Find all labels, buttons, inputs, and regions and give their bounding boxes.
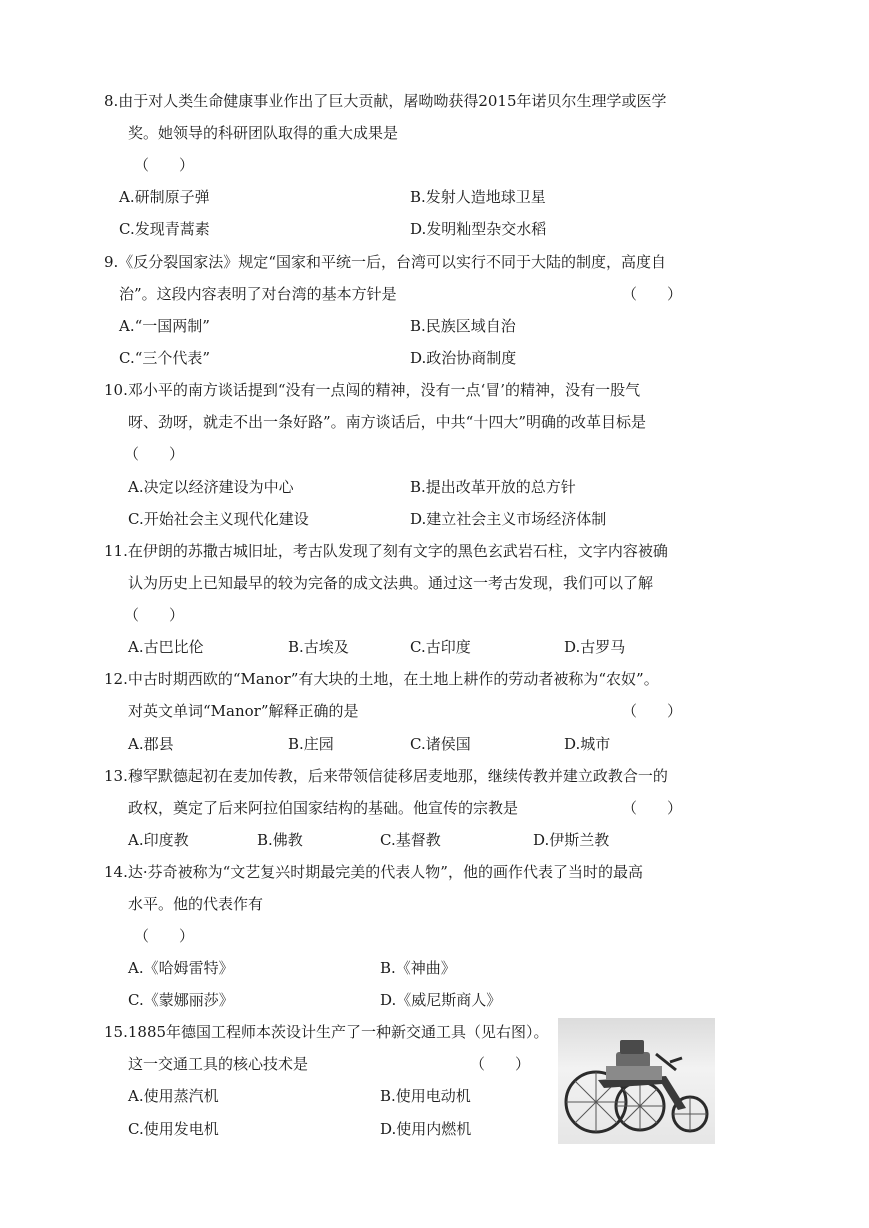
q15-option-d[interactable]: D.使用内燃机 <box>380 1120 472 1138</box>
q11-option-a[interactable]: A.古巴比伦 <box>128 638 204 656</box>
q15-option-a[interactable]: A.使用蒸汽机 <box>128 1087 219 1105</box>
q9-option-c[interactable]: C.“三个代表” <box>119 349 211 367</box>
q14-option-c[interactable]: C.《蒙娜丽莎》 <box>128 991 234 1009</box>
q12-option-b[interactable]: B.庄园 <box>288 735 334 753</box>
q9-stem-line2: 治”。这段内容表明了对台湾的基本方针是 <box>119 285 397 303</box>
q15-option-b[interactable]: B.使用电动机 <box>380 1087 471 1105</box>
q13-option-b[interactable]: B.佛教 <box>257 831 303 849</box>
q14-option-b[interactable]: B.《神曲》 <box>380 959 456 977</box>
q10-option-d[interactable]: D.建立社会主义市场经济体制 <box>410 510 607 528</box>
q8-stem-line2: 奖。她领导的科研团队取得的重大成果是 <box>128 124 399 142</box>
q14-answer-paren[interactable]: （ ） <box>134 927 195 945</box>
q12-option-a[interactable]: A.郡县 <box>128 735 174 753</box>
q14-option-a[interactable]: A.《哈姆雷特》 <box>128 959 234 977</box>
q11-option-d[interactable]: D.古罗马 <box>564 638 626 656</box>
q14-option-d[interactable]: D.《威尼斯商人》 <box>380 991 502 1009</box>
q11-stem-line1: 11.在伊朗的苏撒古城旧址，考古队发现了刻有文字的黑色玄武岩石柱，文字内容被确 <box>104 542 668 560</box>
q15-option-c[interactable]: C.使用发电机 <box>128 1120 219 1138</box>
q11-option-b[interactable]: B.古埃及 <box>288 638 349 656</box>
q10-option-a[interactable]: A.决定以经济建设为中心 <box>128 478 294 496</box>
q9-option-d[interactable]: D.政治协商制度 <box>410 349 517 367</box>
q13-stem-line2: 政权，奠定了后来阿拉伯国家结构的基础。他宣传的宗教是 <box>128 799 519 817</box>
q12-stem-line1: 12.中古时期西欧的“Manor”有大块的土地，在土地上耕作的劳动者被称为“农奴”。 <box>104 670 659 688</box>
q10-stem-line2: 呀、劲呀，就走不出一条好路”。南方谈话后，中共“十四大”明确的改革目标是 <box>128 413 647 431</box>
q9-option-a[interactable]: A.“一国两制” <box>119 317 210 335</box>
q14-stem-line1: 14.达·芬奇被称为“文艺复兴时期最完美的代表人物”，他的画作代表了当时的最高 <box>104 863 643 881</box>
q13-option-c[interactable]: C.基督教 <box>380 831 441 849</box>
q9-answer-paren[interactable]: （ ） <box>622 285 683 303</box>
q15-stem-line2: 这一交通工具的核心技术是 <box>128 1055 309 1073</box>
motorwagen-photo <box>558 1018 715 1144</box>
motorwagen-illustration <box>558 1018 715 1144</box>
q10-option-b[interactable]: B.提出改革开放的总方针 <box>410 478 576 496</box>
q15-stem-line1: 15.1885年德国工程师本茨设计生产了一种新交通工具（见右图）。 <box>104 1023 549 1041</box>
q12-answer-paren[interactable]: （ ） <box>622 702 683 720</box>
q13-option-a[interactable]: A.印度教 <box>128 831 189 849</box>
q8-option-a[interactable]: A.研制原子弹 <box>119 188 210 206</box>
q13-option-d[interactable]: D.伊斯兰教 <box>533 831 610 849</box>
q12-option-d[interactable]: D.城市 <box>564 735 611 753</box>
q11-answer-paren[interactable]: （ ） <box>124 606 185 624</box>
q14-stem-line2: 水平。他的代表作有 <box>128 895 264 913</box>
q10-answer-paren[interactable]: （ ） <box>124 445 185 463</box>
q13-stem-line1: 13.穆罕默德起初在麦加传教，后来带领信徒移居麦地那，继续传教并建立政教合一的 <box>104 767 668 785</box>
q9-stem-line1: 9.《反分裂国家法》规定“国家和平统一后，台湾可以实行不同于大陆的制度，高度自 <box>104 253 666 271</box>
q10-option-c[interactable]: C.开始社会主义现代化建设 <box>128 510 309 528</box>
q8-option-d[interactable]: D.发明籼型杂交水稻 <box>410 220 547 238</box>
q12-option-c[interactable]: C.诸侯国 <box>410 735 471 753</box>
q11-option-c[interactable]: C.古印度 <box>410 638 471 656</box>
q11-stem-line2: 认为历史上已知最早的较为完备的成文法典。通过这一考古发现，我们可以了解 <box>128 574 654 592</box>
q9-option-b[interactable]: B.民族区域自治 <box>410 317 516 335</box>
q12-stem-line2: 对英文单词“Manor”解释正确的是 <box>128 702 359 720</box>
q8-option-b[interactable]: B.发射人造地球卫星 <box>410 188 546 206</box>
q8-stem-line1: 8.由于对人类生命健康事业作出了巨大贡献，屠呦呦获得2015年诺贝尔生理学或医学 <box>104 92 667 110</box>
q8-answer-paren[interactable]: （ ） <box>134 156 195 174</box>
q15-answer-paren[interactable]: （ ） <box>470 1055 531 1073</box>
q13-answer-paren[interactable]: （ ） <box>622 799 683 817</box>
q10-stem-line1: 10.邓小平的南方谈话提到“没有一点闯的精神，没有一点‘冒’的精神，没有一股气 <box>104 381 641 399</box>
q8-option-c[interactable]: C.发现青蒿素 <box>119 220 210 238</box>
